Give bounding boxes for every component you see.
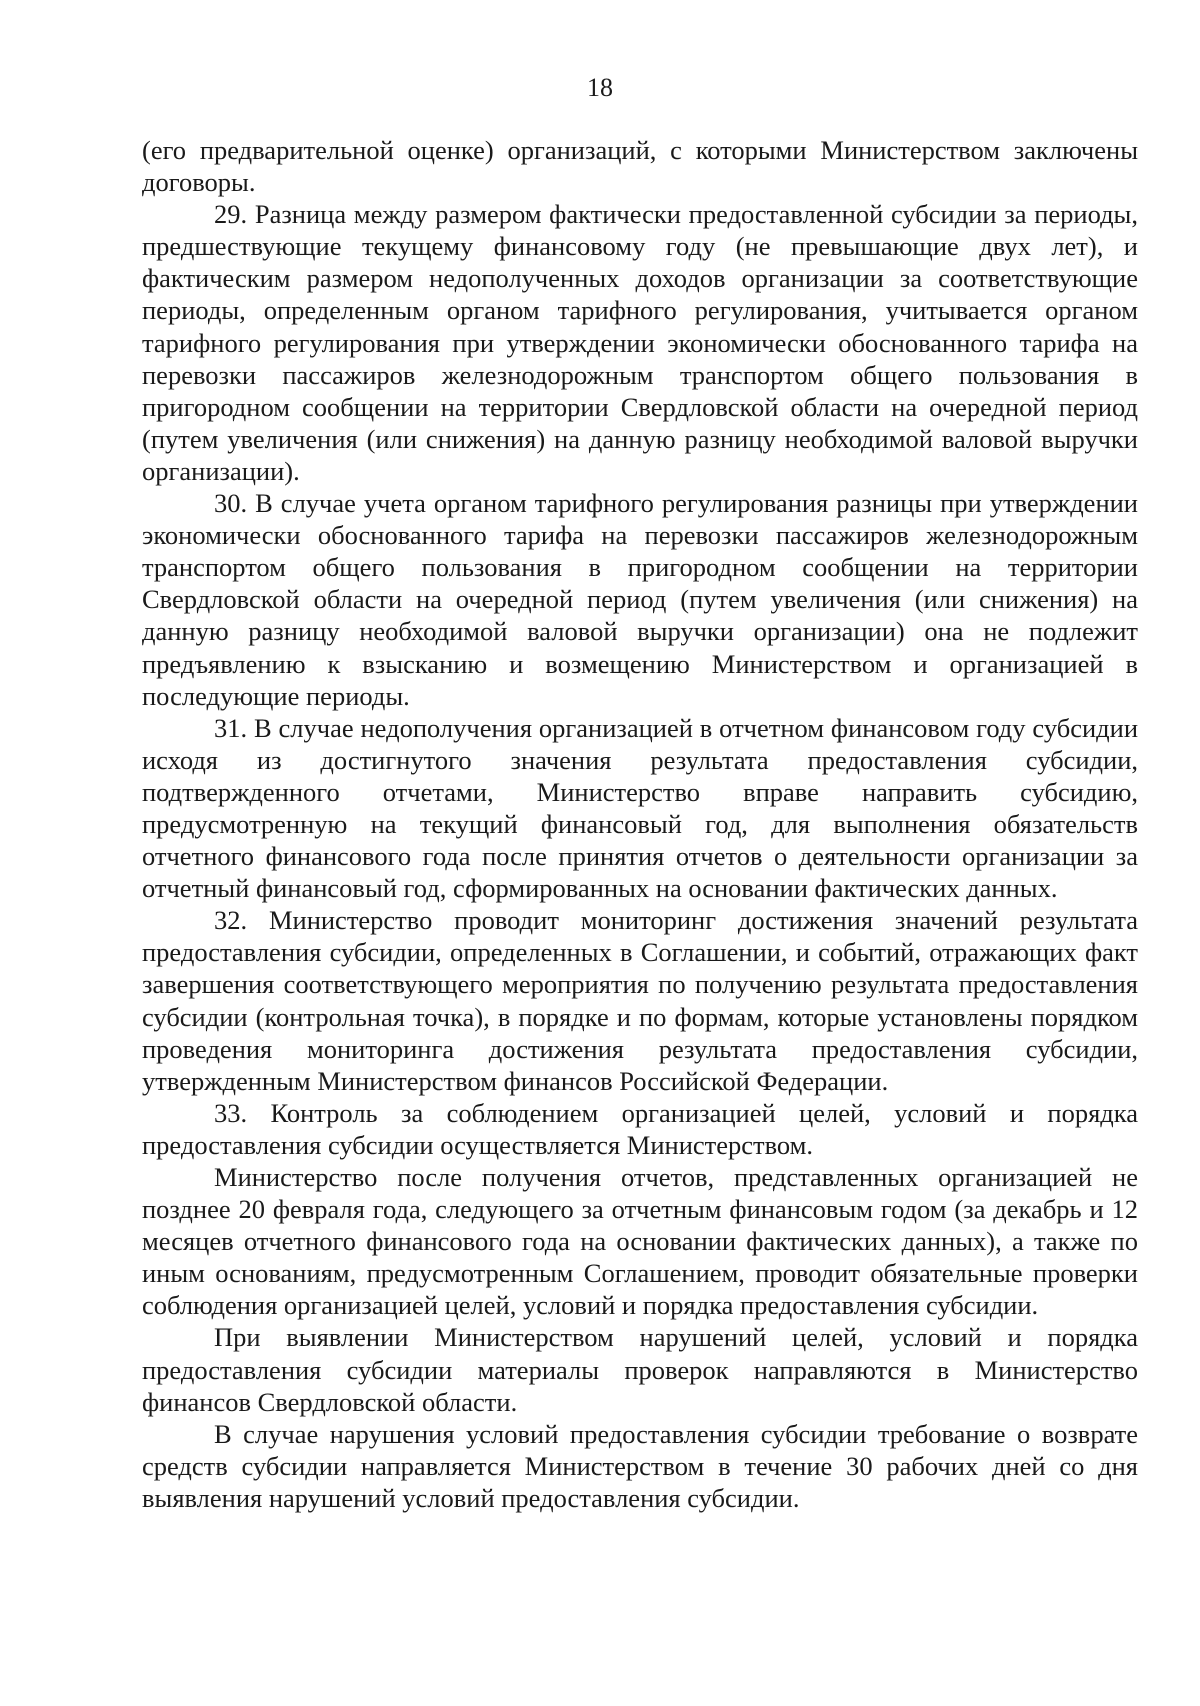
paragraph-continuation: (его предварительной оценке) организаций, с которыми Министерством заключены договоры. [142,135,1138,198]
paragraph-29: 29. Разница между размером фактически предоставленной субсидии за периоды, предшествующие текущему финансовому году (не превышающие двух лет), и фактическим размером недополученных доходов организации за соответствующие периоды, определенным органом тарифного регулирования, учитывается органом тарифного регулирования при утверждении экономически обоснованного тарифа на перевозки пассажиров железнодорожным транспортом общего пользования в пригородном сообщении на территории Свердловской области на очередной период (путем увеличения (или снижения) на данную разницу необходимой валовой выручки организации). [142,199,1138,486]
paragraph-30: 30. В случае учета органом тарифного регулирования разницы при утверждении экономически обоснованного тарифа на перевозки пассажиров железнодорожным транспортом общего пользования в пригородном сообщении на территории Свердловской области на очередной период (путем увеличения (или снижения) на данную разницу необходимой валовой выручки организации) она не подлежит предъявлению к взысканию и возмещению Министерством и организацией в последующие периоды. [142,488,1138,711]
paragraph-31: 31. В случае недополучения организацией в отчетном финансовом году субсидии исходя из достигнутого значения результата предоставления субсидии, подтвержденного отчетами, Министерство вправе направить субсидию, предусмотренную на текущий финансовый год, для выполнения обязательств отчетного финансового года после принятия отчетов о деятельности организации за отчетный финансовый год, сформированных на основании фактических данных. [142,712,1138,904]
document-body [142,134,1138,1514]
paragraph-33-violations: При выявлении Министерством нарушений целей, условий и порядка предоставления субсидии материалы проверок направляются в Министерство финансов Свердловской области. [142,1322,1138,1417]
paragraph-33-inspection: Министерство после получения отчетов, представленных организацией не позднее 20 февраля года, следующего за отчетным финансовым годом (за декабрь и 12 месяцев отчетного финансового года на основании фактических данных), а также по иным основаниям, предусмотренным Соглашением, проводит обязательные проверки соблюдения организацией целей, условий и порядка предоставления субсидии. [142,1162,1138,1321]
page-number: 18 [587,73,613,102]
paragraph-33-refund: В случае нарушения условий предоставления субсидии требование о возврате средств субсидии направляется Министерством в течение 30 рабочих дней со дня выявления нарушений условий предоставления субсидии. [142,1418,1138,1513]
paragraph-33: 33. Контроль за соблюдением организацией целей, условий и порядка предоставления субсидии осуществляется Министерством. [142,1097,1138,1160]
paragraph-32: 32. Министерство проводит мониторинг достижения значений результата предоставления субсидии, определенных в Соглашении, и событий, отражающих факт завершения соответствующего мероприятия по получению результата предоставления субсидии (контрольная точка), в порядке и по формам, которые установлены порядком проведения мониторинга достижения результата предоставления субсидии, утвержденным Министерством финансов Российской Федерации. [142,905,1138,1096]
